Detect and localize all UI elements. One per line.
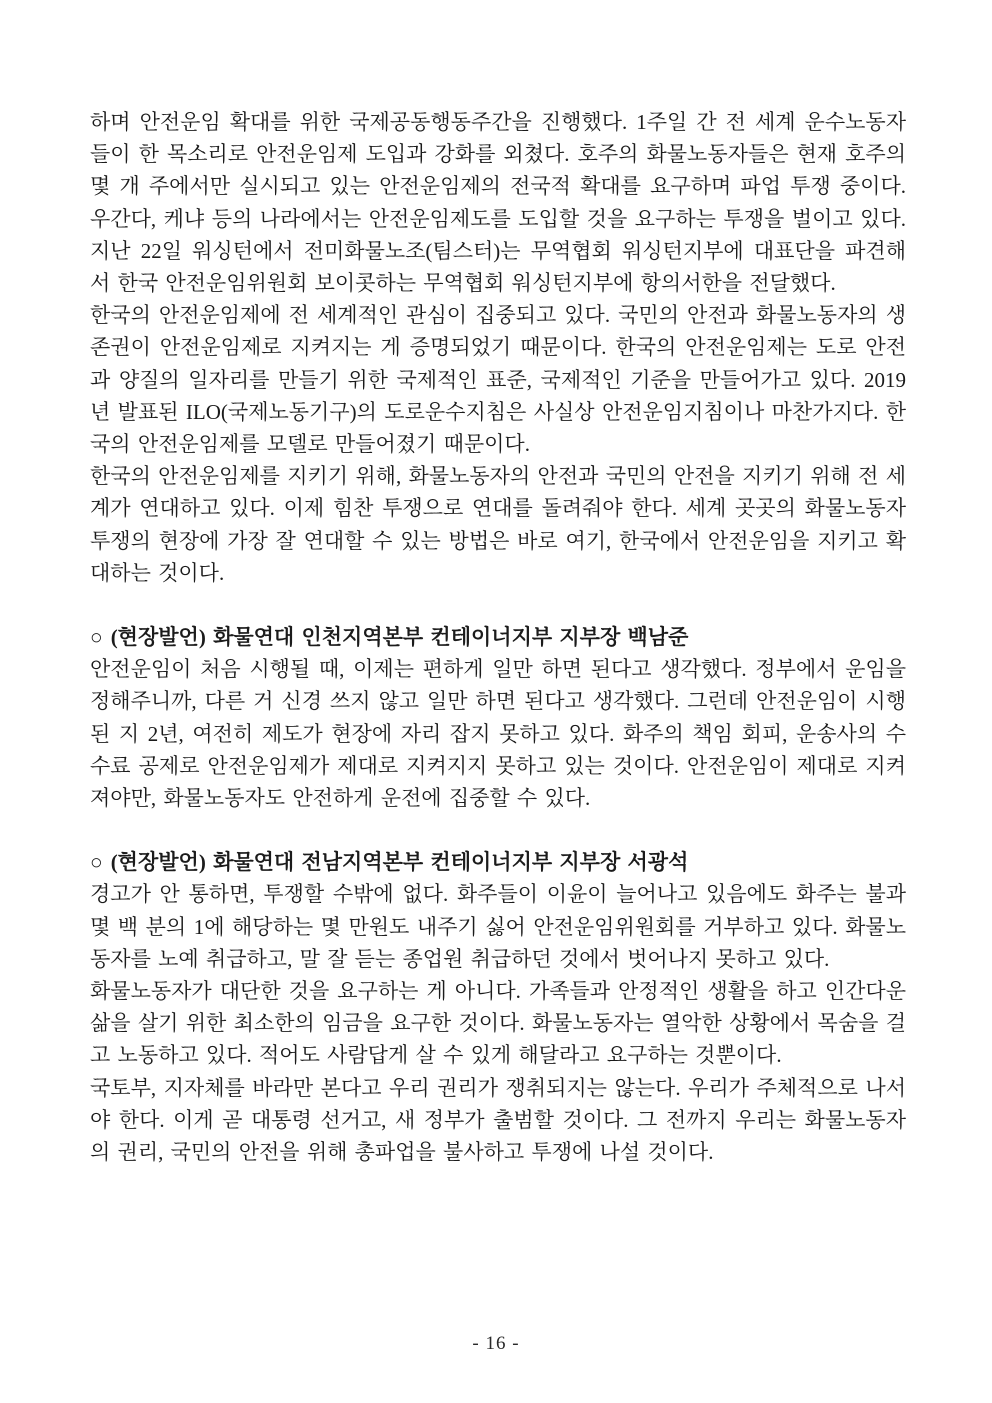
speech-heading [90,846,906,878]
speech-paragraph: 화물노동자가 대단한 것을 요구하는 게 아니다. 가족들과 안정적인 생활을 하고 인간다운 삶을 살기 위한 최소한의 임금을 요구한 것이다. 화물노동자는 열악한 상황에서 목숨을 걸고 노동하고 있다. 적어도 사람답게 살 수 있게 해달라고 요구하는 것뿐이다. [90,979,906,1068]
speech-paragraph: 경고가 안 통하면, 투쟁할 수밖에 없다. 화주들이 이윤이 늘어나고 있음에도 화주는 불과 몇 백 분의 1에 해당하는 몇 만원도 내주기 싫어 안전운임위원회를 거부하고 있다. 화물노동자를 노예 취급하고, 말 잘 듣는 종업원 취급하던 것에서 벗어나지 못하고 있다. [90,882,906,971]
speech-heading [90,621,906,653]
speech-paragraph: 안전운임이 처음 시행될 때, 이제는 편하게 일만 하면 된다고 생각했다. 정부에서 운임을 정해주니까, 다른 거 신경 쓰지 않고 일만 하면 된다고 생각했다. 그런데 안전운임이 시행된 지 2년, 여전히 제도가 현장에 자리 잡지 못하고 있다. 화주의 책임 회피, 운송사의 수수료 공제로 안전운임제가 제대로 지켜지지 못하고 있는 것이다. 안전운임이 제대로 지켜져야만, 화물노동자도 안전하게 운전에 집중할 수 있다. [90,657,906,811]
intro-paragraph-2: 한국의 안전운임제에 전 세계적인 관심이 집중되고 있다. 국민의 안전과 화물노동자의 생존권이 안전운임제로 지켜지는 게 증명되었기 때문이다. 한국의 안전운임제는 도로 안전과 양질의 일자리를 만들기 위한 국제적인 표준, 국제적인 기준을 만들어가고 있다. 2019년 발표된 ILO(국제노동기구)의 도로운수지침은 사실상 안전운임지침이나 마찬가지다. 한국의 안전운임제를 모델로 만들어졌기 때문이다. [90,303,906,457]
document-body [90,106,906,1168]
speech-heading-text: (현장발언) 화물연대 전남지역본부 컨테이너지부 지부장 서광석 [110,850,689,875]
speech-section-jeonnam [90,846,906,1168]
speech-heading-text: (현장발언) 화물연대 인천지역본부 컨테이너지부 지부장 백남준 [110,625,689,650]
speech-section-incheon [90,621,906,814]
speech-paragraph: 국토부, 지자체를 바라만 본다고 우리 권리가 쟁취되지는 않는다. 우리가 주체적으로 나서야 한다. 이게 곧 대통령 선거고, 새 정부가 출범할 것이다. 그 전까지 우리는 화물노동자의 권리, 국민의 안전을 위해 총파업을 불사하고 투쟁에 나설 것이다. [90,1075,906,1165]
page-number: - 16 - [472,1333,520,1354]
circle-bullet-icon: ○ [90,625,103,650]
intro-paragraph-1: 하며 안전운임 확대를 위한 국제공동행동주간을 진행했다. 1주일 간 전 세계 운수노동자들이 한 목소리로 안전운임제 도입과 강화를 외쳤다. 호주의 화물노동자들은 현재 호주의 몇 개 주에서만 실시되고 있는 안전운임제의 전국적 확대를 요구하며 파업 투쟁 중이다. 우간다, 케냐 등의 나라에서는 안전운임제도를 도입할 것을 요구하는 투쟁을 벌이고 있다. 지난 22일 워싱턴에서 전미화물노조(팀스터)는 무역협회 워싱턴지부에 대표단을 파견해서 한국 안전운임위원회 보이콧하는 무역협회 워싱턴지부에 항의서한을 전달했다. [90,110,906,296]
intro-paragraph-3: 한국의 안전운임제를 지키기 위해, 화물노동자의 안전과 국민의 안전을 지키기 위해 전 세계가 연대하고 있다. 이제 힘찬 투쟁으로 연대를 돌려줘야 한다. 세계 곳곳의 화물노동자 투쟁의 현장에 가장 잘 연대할 수 있는 방법은 바로 여기, 한국에서 안전운임을 지키고 확대하는 것이다. [90,464,906,585]
circle-bullet-icon: ○ [90,850,103,875]
